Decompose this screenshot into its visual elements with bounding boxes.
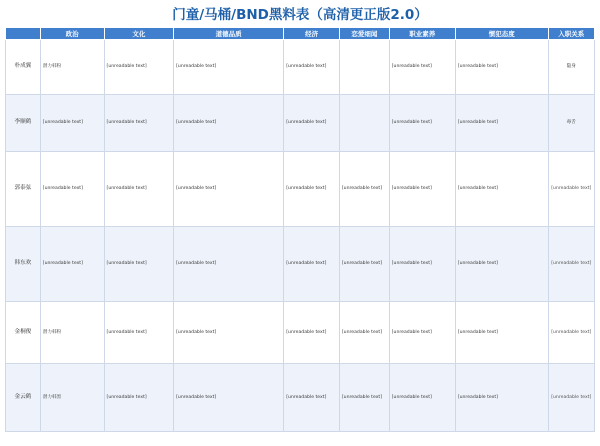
header-attitude: 惯犯态度 xyxy=(455,28,548,40)
reason-cell: 毒舌 xyxy=(548,95,594,152)
culture-cell: [unreadable text] xyxy=(104,40,174,95)
professional-cell: [unreadable text] xyxy=(389,40,455,95)
header-reason: 入职关系 xyxy=(548,28,594,40)
morality-cell: [unreadable text] xyxy=(174,302,284,364)
table-row xyxy=(6,40,595,95)
economy-cell: [unreadable text] xyxy=(284,302,340,364)
header-name xyxy=(6,28,41,40)
culture-cell: [unreadable text] xyxy=(104,302,174,364)
member-name: 金云鹤 xyxy=(6,364,41,432)
professional-cell: [unreadable text] xyxy=(389,152,455,227)
culture-cell: [unreadable text] xyxy=(104,95,174,152)
table-row xyxy=(6,227,595,302)
politics-cell: [unreadable text] xyxy=(40,152,104,227)
romance-cell: [unreadable text] xyxy=(339,302,389,364)
table-row xyxy=(6,95,595,152)
table-row xyxy=(6,364,595,432)
morality-cell: [unreadable text] xyxy=(174,152,284,227)
politics-cell: 潜力韩黑 xyxy=(40,364,104,432)
reason-cell: [unreadable text] xyxy=(548,364,594,432)
blacklist-table xyxy=(5,27,595,432)
professional-cell: [unreadable text] xyxy=(389,364,455,432)
economy-cell: [unreadable text] xyxy=(284,152,340,227)
romance-cell: [unreadable text] xyxy=(339,364,389,432)
economy-cell: [unreadable text] xyxy=(284,40,340,95)
header-morality: 道德品质 xyxy=(174,28,284,40)
member-name: 韩东欢 xyxy=(6,227,41,302)
header-politics: 政治 xyxy=(40,28,104,40)
header-economy: 经济 xyxy=(284,28,340,40)
economy-cell: [unreadable text] xyxy=(284,227,340,302)
reason-cell: 隐身 xyxy=(548,40,594,95)
morality-cell: [unreadable text] xyxy=(174,95,284,152)
attitude-cell: [unreadable text] xyxy=(455,302,548,364)
member-name: 李顺鹤 xyxy=(6,95,41,152)
member-name: 金桐俊 xyxy=(6,302,41,364)
romance-cell: [unreadable text] xyxy=(339,227,389,302)
politics-cell: 潜力韩粉 xyxy=(40,40,104,95)
sheet-title: 门童/马桶/BND黑料表（高清更正版2.0） xyxy=(172,7,428,23)
header-professional: 职业素养 xyxy=(389,28,455,40)
table-row xyxy=(6,152,595,227)
culture-cell: [unreadable text] xyxy=(104,364,174,432)
reason-cell: [unreadable text] xyxy=(548,152,594,227)
attitude-cell: [unreadable text] xyxy=(455,40,548,95)
romance-cell: [unreadable text] xyxy=(339,152,389,227)
romance-cell xyxy=(339,95,389,152)
economy-cell: [unreadable text] xyxy=(284,364,340,432)
professional-cell: [unreadable text] xyxy=(389,227,455,302)
culture-cell: [unreadable text] xyxy=(104,152,174,227)
professional-cell: [unreadable text] xyxy=(389,95,455,152)
culture-cell: [unreadable text] xyxy=(104,227,174,302)
romance-cell xyxy=(339,40,389,95)
attitude-cell: [unreadable text] xyxy=(455,152,548,227)
morality-cell: [unreadable text] xyxy=(174,364,284,432)
morality-cell: [unreadable text] xyxy=(174,227,284,302)
header-row xyxy=(6,28,595,40)
politics-cell: [unreadable text] xyxy=(40,95,104,152)
header-culture: 文化 xyxy=(104,28,174,40)
header-romance: 恋爱细闻 xyxy=(339,28,389,40)
morality-cell: [unreadable text] xyxy=(174,40,284,95)
professional-cell: [unreadable text] xyxy=(389,302,455,364)
reason-cell: [unreadable text] xyxy=(548,227,594,302)
attitude-cell: [unreadable text] xyxy=(455,227,548,302)
politics-cell: [unreadable text] xyxy=(40,227,104,302)
member-name: 朴成翼 xyxy=(6,40,41,95)
economy-cell: [unreadable text] xyxy=(284,95,340,152)
member-name: 郭泰弦 xyxy=(6,152,41,227)
table-row xyxy=(6,302,595,364)
attitude-cell: [unreadable text] xyxy=(455,95,548,152)
politics-cell: 潜力韩粉 xyxy=(40,302,104,364)
attitude-cell: [unreadable text] xyxy=(455,364,548,432)
reason-cell: [unreadable text] xyxy=(548,302,594,364)
